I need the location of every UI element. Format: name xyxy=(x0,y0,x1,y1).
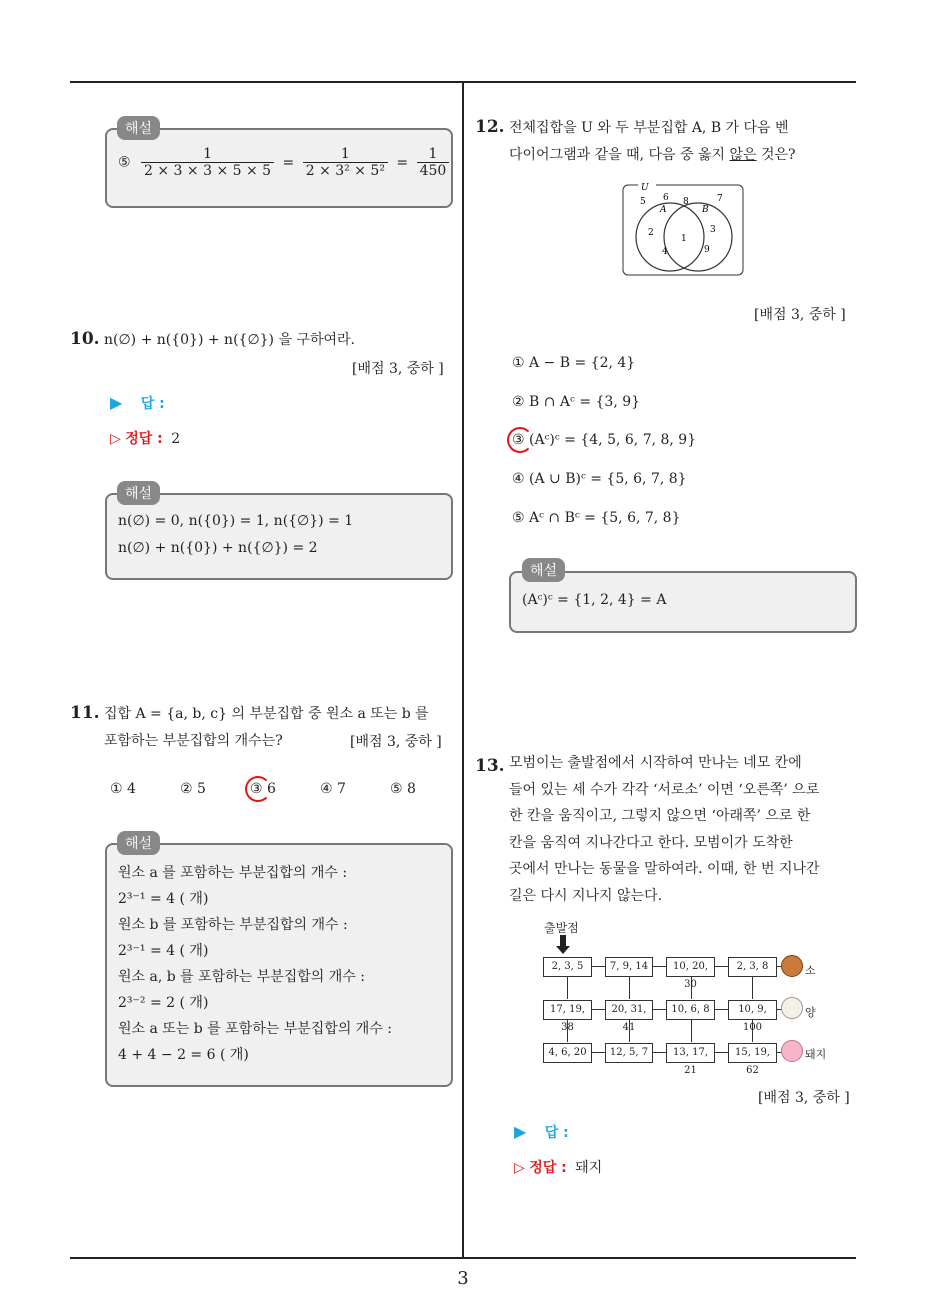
venn-b-only-9: 9 xyxy=(704,245,710,255)
q13-correct-row: ▷ 정답 : 돼지 xyxy=(514,1160,603,1176)
q12-choice-4: ④ (A ∪ B)ᶜ = {5, 6, 7, 8} xyxy=(512,471,687,487)
start-label: 출발점 xyxy=(544,921,579,935)
q11-choice-2: ② 5 xyxy=(180,781,206,797)
q11-number: 11. xyxy=(70,703,100,723)
q13-score: [배점 3, 중하 ] xyxy=(758,1090,850,1106)
q10-answer-row: ▶ 답 : xyxy=(110,393,165,412)
q11-choice-3: ③ 6 xyxy=(250,781,276,797)
q13-answer-row: ▶ 답 : xyxy=(514,1122,569,1141)
q10-explanation-line-1: n(∅) = 0, n({0}) = 1, n({∅}) = 1 xyxy=(118,513,354,529)
q12-choice-2: ② B ∩ Aᶜ = {3, 9} xyxy=(512,394,641,410)
column-divider xyxy=(462,82,464,1259)
q11-selected-circle-mark xyxy=(245,776,271,802)
animal-label-pig: 돼지 xyxy=(805,1048,827,1061)
answer-arrow-icon: ▶ xyxy=(514,1122,527,1141)
q12-choice-3: ③ (Aᶜ)ᶜ = {4, 5, 6, 7, 8, 9} xyxy=(512,432,697,448)
venn-outside-8: 8 xyxy=(683,197,689,207)
grid-cell: 10, 9, 100 xyxy=(728,1000,777,1020)
choice-5-marker: ⑤ xyxy=(118,154,131,171)
connector xyxy=(715,966,728,967)
q11-text-line-1: 집합 A = {a, b, c} 의 부분집합 중 원소 a 또는 b 를 xyxy=(104,706,429,722)
connector xyxy=(653,1009,666,1010)
bottom-rule xyxy=(70,1257,856,1259)
venn-a-only-4: 4 xyxy=(662,247,668,257)
animal-label-sheep: 양 xyxy=(805,1006,816,1019)
q12-venn-diagram xyxy=(622,181,744,276)
cow-icon xyxy=(781,955,803,977)
sheep-icon xyxy=(781,997,803,1019)
q11-explanation-lines: 원소 a 를 포함하는 부분집합의 개수 : 2³⁻¹ = 4 ( 개) 원소 b 를 포함하는 부분집합의 개수 : 2³⁻¹ = 4 ( 개) 원소 a, b 를 포함하는 부분집합의 개수 : 2³⁻² = 2 ( 개) 원소 a 또는 b 를 포함하는 부분집합의 개수 : 4 + 4 − 2 = 6 ( 개) xyxy=(118,865,393,1063)
q11-choice-1: ① 4 xyxy=(110,781,136,797)
q10-number: 10. xyxy=(70,329,100,349)
venn-both-1: 1 xyxy=(681,234,687,244)
q12-explanation-line: (Aᶜ)ᶜ = {1, 2, 4} = A xyxy=(522,592,667,608)
q12-selected-circle-mark xyxy=(507,427,533,453)
q9-explanation-math: ⑤ $\frac{1}{2 \times 3 \times 3 \times 5 \times 5}$ = $\frac{1}{\text{2 × 3² × 5²}}$ = $\frac{1}{450}$ xyxy=(118,146,449,179)
connector xyxy=(691,1019,692,1042)
grid-cell: 10, 6, 8 xyxy=(666,1000,715,1020)
connector xyxy=(592,1009,605,1010)
connector xyxy=(592,1052,605,1053)
fraction-2: $\frac{1}{\text{2 × 3² × 5²}}$ xyxy=(303,146,388,179)
page-number: 3 xyxy=(457,1268,469,1289)
q10-explanation-box xyxy=(105,493,453,580)
q10-explanation-line-2: n(∅) + n({0}) + n({∅}) = 2 xyxy=(118,540,318,556)
venn-label-u: U xyxy=(641,183,649,193)
grid-cell: 12, 5, 7 xyxy=(605,1043,653,1063)
venn-outside-6: 6 xyxy=(663,193,669,203)
connector xyxy=(653,966,666,967)
q10-explanation-tag: 해설 xyxy=(117,481,160,505)
connector xyxy=(715,1009,728,1010)
q11-explanation-tag: 해설 xyxy=(117,831,160,855)
grid-cell: 4, 6, 20 xyxy=(543,1043,592,1063)
q11-choice-4: ④ 7 xyxy=(320,781,346,797)
grid-cell: 7, 9, 14 xyxy=(605,957,653,977)
fraction-3: $\frac{1}{450}$ xyxy=(417,146,450,179)
q13-number: 13. xyxy=(475,756,505,776)
grid-cell: 20, 31, 41 xyxy=(605,1000,653,1020)
connector xyxy=(752,976,753,999)
grid-cell: 15, 19, 62 xyxy=(728,1043,777,1063)
connector xyxy=(629,976,630,999)
q10-correct-row: ▷ 정답 : 2 xyxy=(110,431,181,447)
start-down-arrow-head xyxy=(556,946,570,954)
q13-text: 모범이는 출발점에서 시작하여 만나는 네모 칸에 들어 있는 세 수가 각각 ‘서로소’ 이면 ‘오른쪽’ 으로 한 칸을 움직이고, 그렇지 않으면 ‘아래쪽’ 으로 한 칸을 움직여 지나간다고 한다. 모범이가 도착한 곳에서 만나는 동물을 말하여라. 이때, 한 번 지나간 길은 다시 지나지 않는다. xyxy=(509,755,820,904)
grid-cell: 13, 17, 21 xyxy=(666,1043,715,1063)
animal-label-cow: 소 xyxy=(805,964,816,977)
venn-label-b: B xyxy=(702,205,709,215)
q12-choice-1: ① A − B = {2, 4} xyxy=(512,355,636,371)
q12-text-line-2: 다이어그램과 같을 때, 다음 중 옳지 않은 것은? xyxy=(509,147,796,163)
correct-arrow-icon: ▷ xyxy=(110,431,121,447)
venn-b-only-3: 3 xyxy=(710,225,716,235)
fraction-1: $\frac{1}{2 \times 3 \times 3 \times 5 \times 5}$ xyxy=(141,146,274,179)
answer-arrow-icon: ▶ xyxy=(110,393,123,412)
connector xyxy=(592,966,605,967)
venn-outside-7: 7 xyxy=(717,194,723,204)
q12-explanation-tag: 해설 xyxy=(522,558,565,582)
grid-cell: 10, 20, 30 xyxy=(666,957,715,977)
venn-a-only-2: 2 xyxy=(648,228,654,238)
q9-explanation-tag: 해설 xyxy=(117,116,160,140)
q12-score: [배점 3, 중하 ] xyxy=(754,307,846,323)
grid-cell: 2, 3, 5 xyxy=(543,957,592,977)
q11-score: [배점 3, 중하 ] xyxy=(350,734,442,750)
connector xyxy=(567,976,568,999)
q10-text: n(∅) + n({0}) + n({∅}) 을 구하여라. xyxy=(104,332,355,348)
grid-cell: 17, 19, 38 xyxy=(543,1000,592,1020)
q12-text-line-1: 전체집합을 U 와 두 부분집합 A, B 가 다음 벤 xyxy=(509,120,789,136)
q10-score: [배점 3, 중하 ] xyxy=(352,361,444,377)
q11-choice-5: ⑤ 8 xyxy=(390,781,416,797)
q12-number: 12. xyxy=(475,117,505,137)
pig-icon xyxy=(781,1040,803,1062)
q11-text-line-2: 포함하는 부분집합의 개수는? xyxy=(104,733,283,749)
connector xyxy=(715,1052,728,1053)
correct-arrow-icon: ▷ xyxy=(514,1160,525,1176)
q12-choice-5: ⑤ Aᶜ ∩ Bᶜ = {5, 6, 7, 8} xyxy=(512,510,681,526)
grid-cell: 2, 3, 8 xyxy=(728,957,777,977)
connector xyxy=(653,1052,666,1053)
venn-label-a: A xyxy=(660,205,667,215)
venn-outside-5: 5 xyxy=(640,197,646,207)
